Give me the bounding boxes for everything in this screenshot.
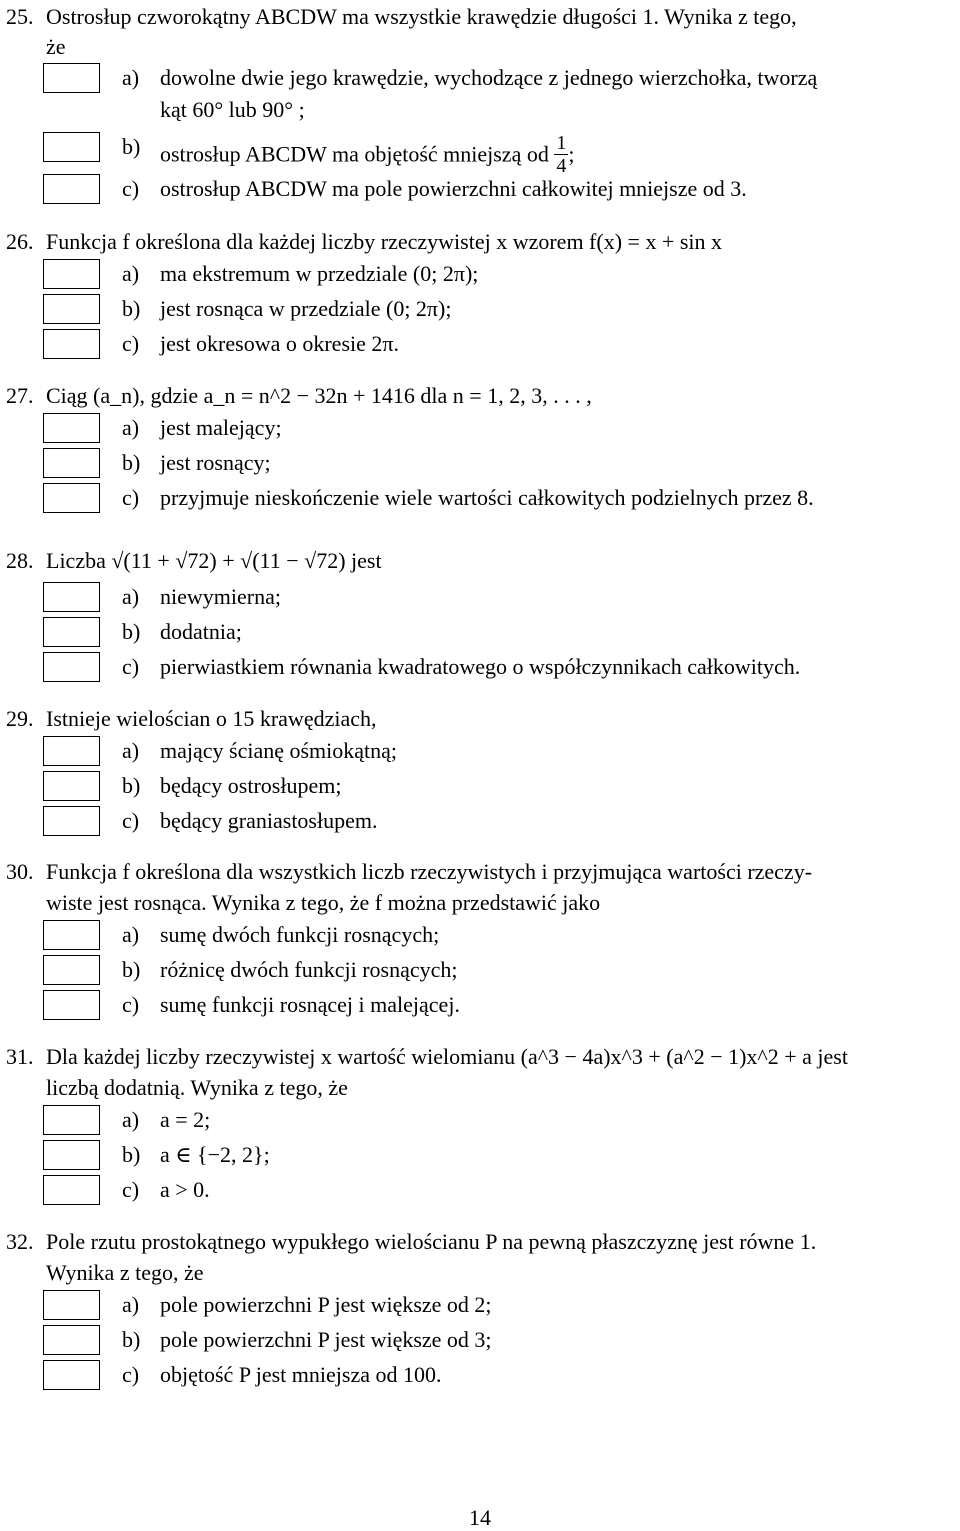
option-letter: b) xyxy=(122,450,141,475)
option-text: jest okresowa o okresie 2π. xyxy=(160,331,399,356)
option-text: różnicę dwóch funkcji rosnących; xyxy=(160,957,458,982)
answer-checkbox[interactable] xyxy=(43,329,100,359)
problem-number: 25. xyxy=(6,4,34,29)
answer-checkbox[interactable] xyxy=(43,1175,100,1205)
option-letter: a) xyxy=(122,261,140,286)
stem-text: Funkcja f określona dla wszystkich liczb rzeczywistych i przyjmująca wartości rzeczy- xyxy=(46,859,813,884)
problem-stem xyxy=(6,1044,848,1070)
option-letter: a) xyxy=(122,922,140,947)
option-letter: a) xyxy=(122,415,140,440)
answer-checkbox[interactable] xyxy=(43,1140,100,1170)
option-text: ostrosłup ABCDW ma pole powierzchni całkowitej mniejsze od 3. xyxy=(160,176,747,201)
problem-number: 31. xyxy=(6,1044,34,1069)
problem-stem xyxy=(6,383,592,409)
option-text: a = 2; xyxy=(160,1107,211,1132)
option-letter: a) xyxy=(122,584,140,609)
option-letter: c) xyxy=(122,992,140,1017)
answer-checkbox[interactable] xyxy=(43,806,100,836)
option-letter: b) xyxy=(122,1142,141,1167)
option-letter: b) xyxy=(122,296,141,321)
problem-stem xyxy=(6,229,722,255)
option-letter: b) xyxy=(122,134,141,159)
option-letter: a) xyxy=(122,1107,140,1132)
stem-text-line2: że xyxy=(46,34,66,59)
option-text xyxy=(160,134,574,179)
option-text-line2: kąt 60° lub 90° ; xyxy=(160,97,305,122)
problem-stem xyxy=(6,1229,816,1255)
answer-checkbox[interactable] xyxy=(43,1360,100,1390)
answer-checkbox[interactable] xyxy=(43,1325,100,1355)
stem-text: Ciąg (a_n), gdzie a_n = n^2 − 32n + 1416 dla n = 1, 2, 3, . . . , xyxy=(46,383,592,408)
option-text: jest rosnąca w przedziale (0; 2π); xyxy=(160,296,452,321)
option-text: a > 0. xyxy=(160,1177,210,1202)
answer-checkbox[interactable] xyxy=(43,413,100,443)
problem-number: 27. xyxy=(6,383,34,408)
option-text: niewymierna; xyxy=(160,584,281,609)
option-letter: b) xyxy=(122,1327,141,1352)
option-letter: c) xyxy=(122,654,140,679)
answer-checkbox[interactable] xyxy=(43,1105,100,1135)
answer-checkbox[interactable] xyxy=(43,259,100,289)
option-letter: c) xyxy=(122,808,140,833)
answer-checkbox[interactable] xyxy=(43,990,100,1020)
option-letter: b) xyxy=(122,957,141,982)
stem-text: Istnieje wielościan o 15 krawędziach, xyxy=(46,706,377,731)
stem-text-line2: Wynika z tego, że xyxy=(46,1260,204,1285)
problem-stem xyxy=(6,4,797,30)
option-text: jest malejący; xyxy=(160,415,282,440)
answer-checkbox[interactable] xyxy=(43,652,100,682)
option-text: pole powierzchni P jest większe od 2; xyxy=(160,1292,492,1317)
option-letter: c) xyxy=(122,1177,140,1202)
stem-text: Dla każdej liczby rzeczywistej x wartość wielomianu (a^3 − 4a)x^3 + (a^2 − 1)x^2 + a jest xyxy=(46,1044,848,1069)
option-letter: a) xyxy=(122,65,140,90)
answer-checkbox[interactable] xyxy=(43,448,100,478)
answer-checkbox[interactable] xyxy=(43,617,100,647)
stem-text: Pole rzutu prostokątnego wypukłego wielościanu P na pewną płaszczyznę jest równe 1. xyxy=(46,1229,817,1254)
answer-checkbox[interactable] xyxy=(43,1290,100,1320)
fraction-denominator: 4 xyxy=(556,155,567,177)
answer-checkbox[interactable] xyxy=(43,294,100,324)
answer-checkbox[interactable] xyxy=(43,483,100,513)
answer-checkbox[interactable] xyxy=(43,736,100,766)
option-letter: c) xyxy=(122,1362,140,1387)
option-text: dowolne dwie jego krawędzie, wychodzące z jednego wierzchołka, tworzą xyxy=(160,65,818,90)
option-text: jest rosnący; xyxy=(160,450,271,475)
option-letter: b) xyxy=(122,773,141,798)
stem-text: Ostrosłup czworokątny ABCDW ma wszystkie krawędzie długości 1. Wynika z tego, xyxy=(46,4,797,29)
option-text: sumę funkcji rosnącej i malejącej. xyxy=(160,992,460,1017)
page-number: 14 xyxy=(469,1505,491,1530)
answer-checkbox[interactable] xyxy=(43,955,100,985)
problem-number: 26. xyxy=(6,229,34,254)
problem-stem xyxy=(6,859,812,885)
problem-stem xyxy=(6,706,376,732)
answer-checkbox[interactable] xyxy=(43,132,100,162)
stem-text-line2: wiste jest rosnąca. Wynika z tego, że f można przedstawić jako xyxy=(46,890,601,915)
answer-checkbox[interactable] xyxy=(43,920,100,950)
option-text: przyjmuje nieskończenie wiele wartości całkowitych podzielnych przez 8. xyxy=(160,485,814,510)
option-letter: b) xyxy=(122,619,141,644)
option-text: pole powierzchni P jest większe od 3; xyxy=(160,1327,492,1352)
fraction-numerator: 1 xyxy=(556,132,567,154)
problem-number: 30. xyxy=(6,859,34,884)
answer-checkbox[interactable] xyxy=(43,63,100,93)
option-letter: c) xyxy=(122,176,140,201)
problem-number: 28. xyxy=(6,548,34,573)
stem-text: Funkcja f określona dla każdej liczby rzeczywistej x wzorem f(x) = x + sin x xyxy=(46,229,723,254)
problem-number: 32. xyxy=(6,1229,34,1254)
option-text-suffix: ; xyxy=(568,141,575,167)
fraction xyxy=(554,132,568,177)
option-text: będący graniastosłupem. xyxy=(160,808,378,833)
problem-stem xyxy=(6,548,382,574)
answer-checkbox[interactable] xyxy=(43,174,100,204)
answer-checkbox[interactable] xyxy=(43,771,100,801)
option-text: a ∈ {−2, 2}; xyxy=(160,1142,270,1167)
option-text: mający ścianę ośmiokątną; xyxy=(160,738,398,763)
option-letter: a) xyxy=(122,1292,140,1317)
option-letter: c) xyxy=(122,485,140,510)
option-text: dodatnia; xyxy=(160,619,242,644)
option-text: sumę dwóch funkcji rosnących; xyxy=(160,922,440,947)
option-letter: a) xyxy=(122,738,140,763)
option-text: ma ekstremum w przedziale (0; 2π); xyxy=(160,261,479,286)
option-text: będący ostrosłupem; xyxy=(160,773,342,798)
option-text: objętość P jest mniejsza od 100. xyxy=(160,1362,442,1387)
stem-text-line2: liczbą dodatnią. Wynika z tego, że xyxy=(46,1075,348,1100)
option-letter: c) xyxy=(122,331,140,356)
option-text: pierwiastkiem równania kwadratowego o współczynnikach całkowitych. xyxy=(160,654,801,679)
problem-number: 29. xyxy=(6,706,34,731)
answer-checkbox[interactable] xyxy=(43,582,100,612)
option-text-main: ostrosłup ABCDW ma objętość mniejszą od xyxy=(160,141,549,167)
stem-text: Liczba √(11 + √72) + √(11 − √72) jest xyxy=(46,548,382,573)
